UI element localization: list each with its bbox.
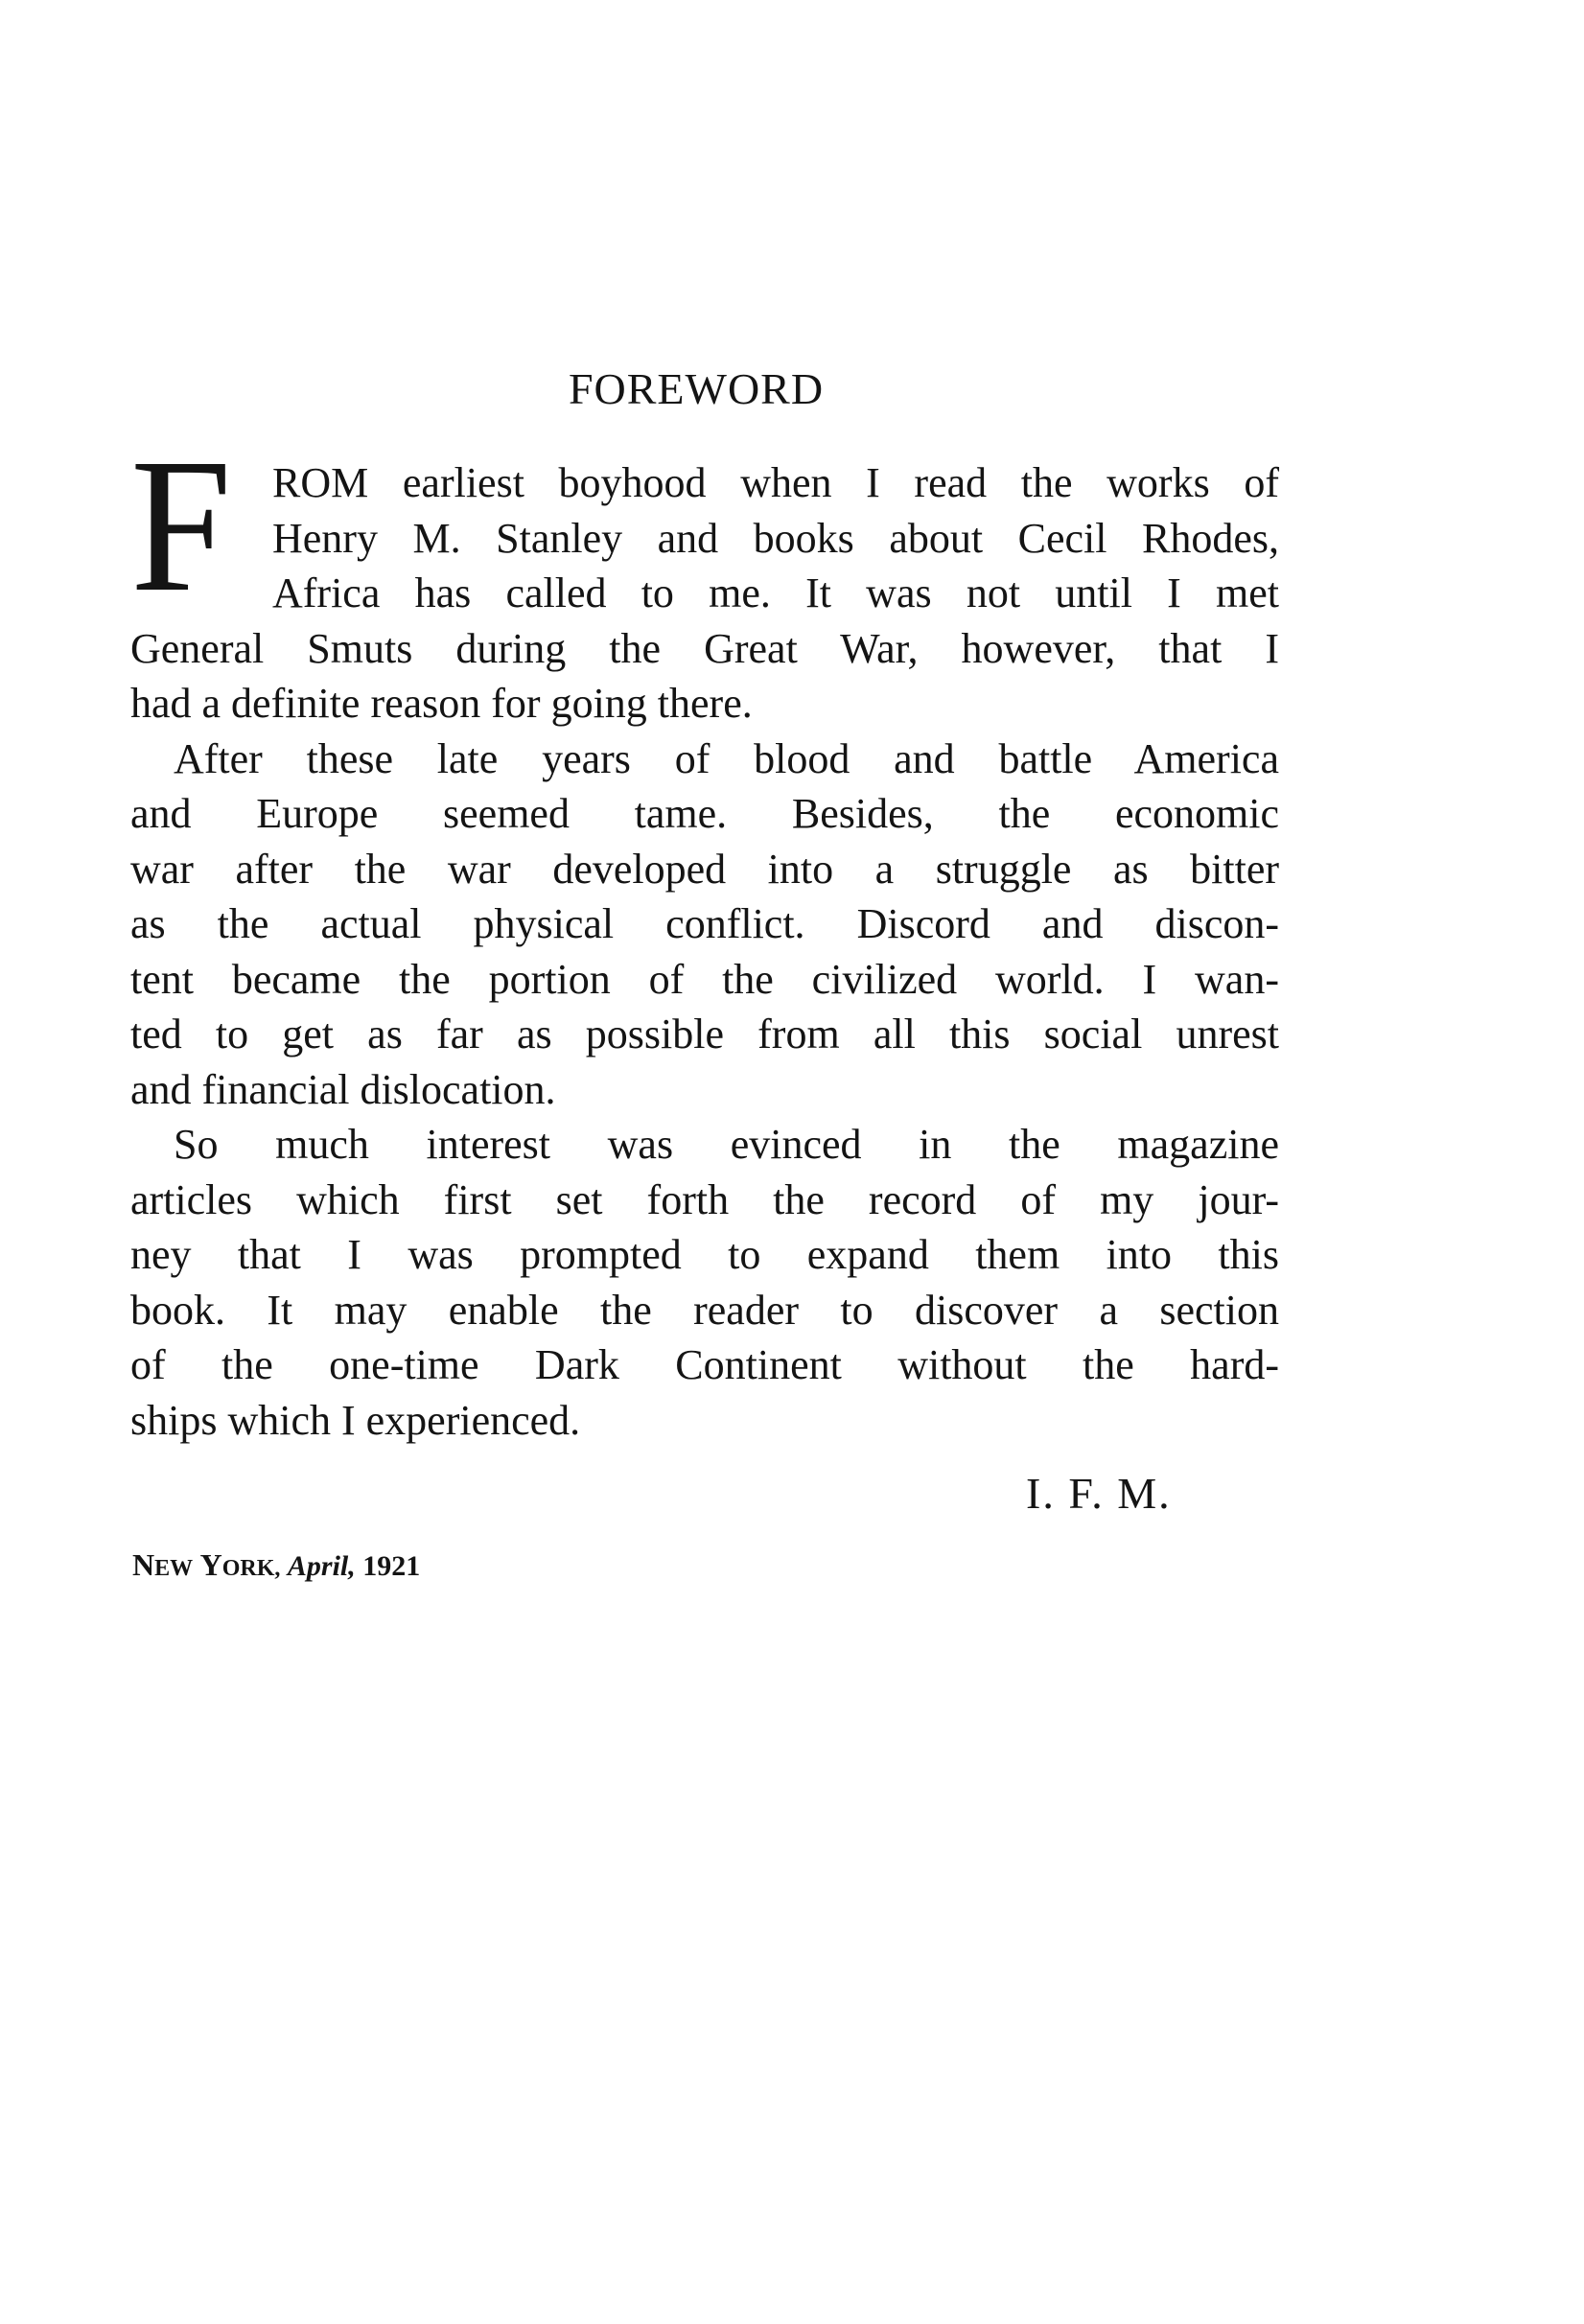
drop-cap-letter: F — [130, 420, 232, 632]
paragraph-line: and financial dislocation. — [130, 1065, 556, 1113]
paragraph-line: book. It may enable the reader to discover a section — [130, 1286, 1279, 1334]
author-initials: I. F. M. — [1026, 1469, 1172, 1518]
city-initial: N — [132, 1547, 155, 1582]
paragraph-line: After these late years of blood and battle America — [174, 734, 1279, 782]
paragraph-line: General Smuts during the Great War, however, that I — [130, 624, 1279, 672]
paragraph-line: ROM earliest boyhood when I read the works of — [272, 459, 1279, 506]
city-smallcaps: EW — [154, 1556, 194, 1581]
paragraph-line: had a definite reason for going there. — [130, 680, 753, 727]
foreword-body — [130, 420, 1279, 1448]
paragraph-3 — [130, 1117, 1279, 1448]
paragraph-line: ted to get as far as possible from all this social unrest — [130, 1011, 1279, 1057]
paragraph-line: articles which first set forth the record of my jour- — [130, 1175, 1279, 1223]
city-smallcaps: ORK, — [221, 1556, 281, 1581]
paragraph-line: of the one-time Dark Continent without the hard- — [130, 1341, 1279, 1388]
paragraph-line: as the actual physical conflict. Discord and discon- — [130, 900, 1279, 947]
paragraph-2 — [130, 732, 1279, 1118]
paragraph-line: and Europe seemed tame. Besides, the economic — [130, 790, 1279, 837]
place-and-date — [132, 1545, 420, 1588]
paragraph-line: ney that I was prompted to expand them into this — [130, 1231, 1279, 1278]
paragraph-line: ships which I experienced. — [130, 1396, 581, 1444]
paragraph-1 — [130, 420, 1279, 732]
paragraph-line: Henry M. Stanley and books about Cecil Rhodes, — [272, 514, 1279, 562]
city-initial: Y — [199, 1547, 222, 1582]
paragraph-line: Africa has called to me. It was not until I met — [272, 569, 1279, 616]
paragraph-line: tent became the portion of the civilized world. I wan- — [130, 955, 1279, 1003]
date-year: 1921 — [362, 1550, 421, 1582]
date-month: April, — [287, 1550, 356, 1582]
page-title: FOREWORD — [568, 364, 825, 413]
paragraph-line: war after the war developed into a struggle as bitter — [130, 845, 1279, 893]
paragraph-line: So much interest was evinced in the magazine — [174, 1121, 1279, 1168]
